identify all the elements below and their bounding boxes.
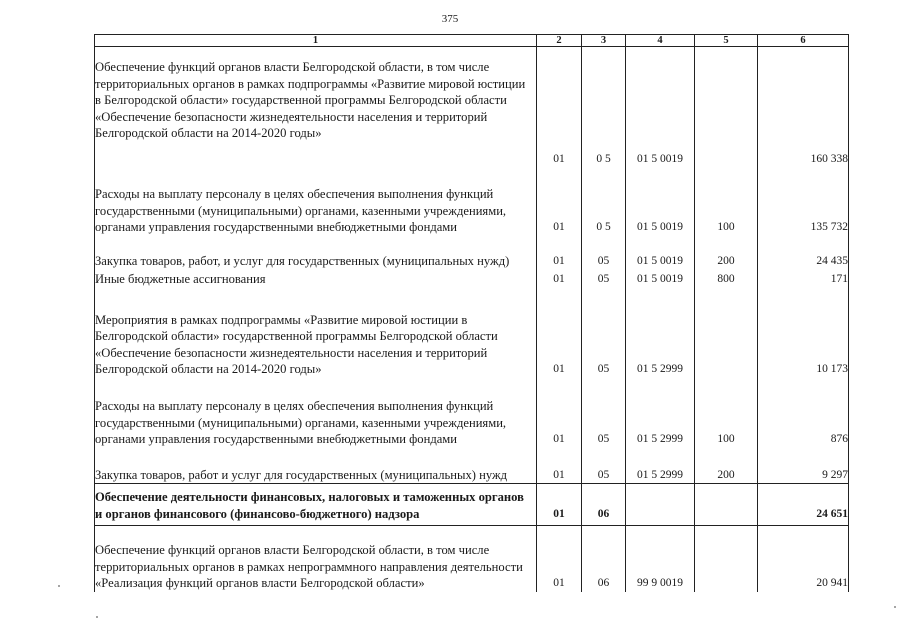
- row-name: Обеспечение функций органов власти Белгородской области, в том числе территориальных органов в рамках подпрограммы «Развитие мировой юстиции в Белгородской области» государственной программы Белгородской области «Обеспечение безопасности жизнедеятельности населения и территорий Белгородской области на 2014-2020 годы»: [95, 47, 537, 168]
- cell-c4: 01 5 2999: [626, 378, 695, 448]
- cell-c5: 200: [695, 236, 758, 270]
- column-header: 5: [695, 35, 758, 47]
- cell-c3: 0 5: [582, 168, 626, 236]
- table-row: [95, 236, 849, 270]
- table-row: [95, 168, 849, 236]
- cell-c5: 800: [695, 270, 758, 288]
- page-number: 375: [441, 13, 459, 25]
- cell-c2: 01: [537, 288, 582, 378]
- cell-c2: 01: [537, 378, 582, 448]
- budget-table: [94, 34, 849, 592]
- cell-c6: 24 651: [758, 484, 849, 526]
- row-name: Мероприятия в рамках подпрограммы «Развитие мировой юстиции в Белгородской области» государственной программы Белгородской области «Обеспечение безопасности жизнедеятельности населения и территорий Белгородской области на 2014-2020 годы»: [95, 288, 537, 378]
- scan-speck: [894, 606, 896, 608]
- cell-c6: 24 435: [758, 236, 849, 270]
- cell-c6: 171: [758, 270, 849, 288]
- column-header: 4: [626, 35, 695, 47]
- scan-speck: [58, 585, 60, 587]
- cell-c2: 01: [537, 484, 582, 526]
- cell-c6: 160 338: [758, 47, 849, 168]
- cell-c3: 05: [582, 378, 626, 448]
- cell-c4: 01 5 0019: [626, 236, 695, 270]
- cell-c3: 05: [582, 270, 626, 288]
- cell-c5: 100: [695, 378, 758, 448]
- table-header-row: [95, 35, 849, 47]
- cell-c2: 01: [537, 236, 582, 270]
- cell-c3: 06: [582, 484, 626, 526]
- cell-c4: 01 5 0019: [626, 47, 695, 168]
- cell-c4: 01 5 2999: [626, 448, 695, 484]
- cell-c2: 01: [537, 168, 582, 236]
- cell-c5: 100: [695, 168, 758, 236]
- table-row: [95, 378, 849, 448]
- cell-c3: 05: [582, 288, 626, 378]
- cell-c5: [695, 484, 758, 526]
- row-name: Закупка товаров, работ, и услуг для государственных (муниципальных нужд): [95, 236, 537, 270]
- cell-c3: 06: [582, 526, 626, 592]
- column-header: 2: [537, 35, 582, 47]
- row-name: Расходы на выплату персоналу в целях обеспечения выполнения функций государственными (муниципальными) органами, казенными учреждениями, органами управления государственными внебюджетными фондами: [95, 168, 537, 236]
- row-name: Закупка товаров, работ и услуг для государственных (муниципальных) нужд: [95, 448, 537, 484]
- table-row: [95, 448, 849, 484]
- cell-c2: 01: [537, 270, 582, 288]
- cell-c6: 20 941: [758, 526, 849, 592]
- row-name: Расходы на выплату персоналу в целях обеспечения выполнения функций государственными (муниципальными) органами, казенными учреждениями, органами управления государственными внебюджетными фондами: [95, 378, 537, 448]
- cell-c5: [695, 47, 758, 168]
- table-row: [95, 288, 849, 378]
- table-row: [95, 270, 849, 288]
- row-name: Иные бюджетные ассигнования: [95, 270, 537, 288]
- cell-c4: 01 5 0019: [626, 168, 695, 236]
- cell-c5: [695, 288, 758, 378]
- table-row: [95, 47, 849, 168]
- cell-c4: [626, 484, 695, 526]
- cell-c6: 9 297: [758, 448, 849, 484]
- cell-c5: [695, 526, 758, 592]
- cell-c2: 01: [537, 448, 582, 484]
- column-header: 1: [95, 35, 537, 47]
- cell-c5: 200: [695, 448, 758, 484]
- cell-c4: 99 9 0019: [626, 526, 695, 592]
- column-header: 6: [758, 35, 849, 47]
- cell-c4: 01 5 0019: [626, 270, 695, 288]
- cell-c6: 135 732: [758, 168, 849, 236]
- cell-c6: 10 173: [758, 288, 849, 378]
- scan-speck: [96, 616, 98, 618]
- cell-c3: 05: [582, 236, 626, 270]
- table-row: [95, 526, 849, 592]
- cell-c3: 05: [582, 448, 626, 484]
- row-name: Обеспечение деятельности финансовых, налоговых и таможенных органов и органов финансового (финансово-бюджетного) надзора: [95, 484, 537, 526]
- cell-c4: 01 5 2999: [626, 288, 695, 378]
- cell-c2: 01: [537, 526, 582, 592]
- cell-c3: 0 5: [582, 47, 626, 168]
- table-row-section: [95, 484, 849, 526]
- row-name: Обеспечение функций органов власти Белгородской области, в том числе территориальных органов в рамках непрограммного направления деятельности «Реализация функций органов власти Белгородской области»: [95, 526, 537, 592]
- column-header: 3: [582, 35, 626, 47]
- cell-c2: 01: [537, 47, 582, 168]
- cell-c6: 876: [758, 378, 849, 448]
